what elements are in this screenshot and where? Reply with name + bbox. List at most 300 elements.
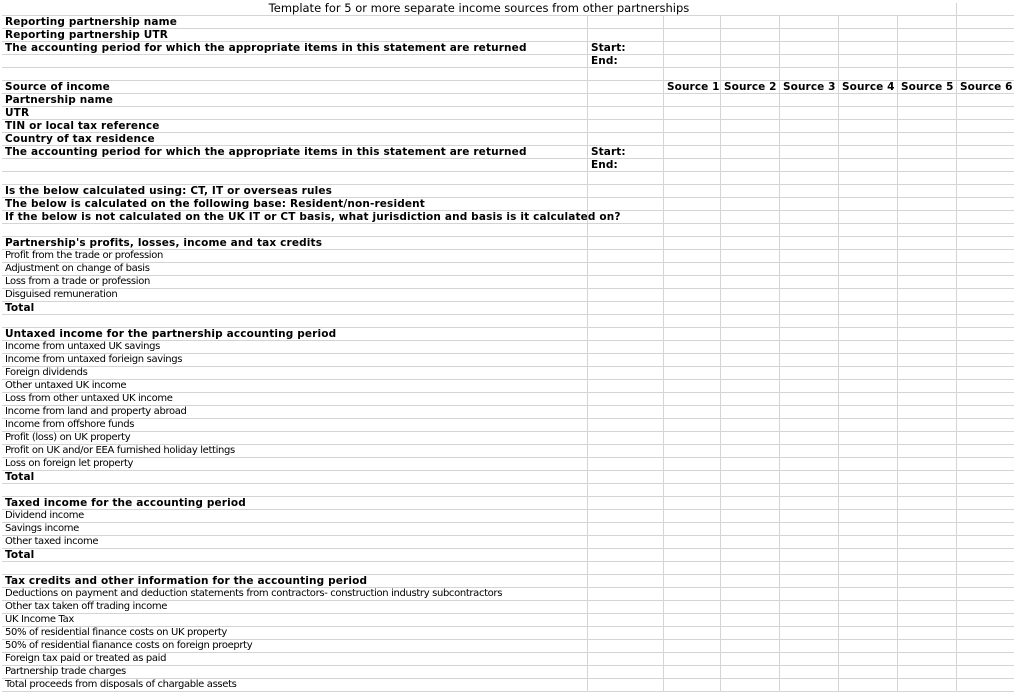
source-6-cell[interactable] — [956, 653, 1014, 665]
source-5-cell[interactable] — [897, 653, 956, 665]
source-1-cell[interactable] — [663, 107, 720, 119]
sheet-row[interactable] — [2, 211, 1014, 224]
source-1-cell[interactable] — [663, 393, 720, 405]
source-2-cell[interactable] — [720, 81, 779, 93]
source-5-cell[interactable] — [897, 445, 956, 457]
source-6-cell[interactable] — [956, 237, 1014, 249]
source-2-cell[interactable] — [720, 354, 779, 366]
source-3-cell[interactable] — [779, 432, 838, 444]
source-4-cell[interactable] — [838, 29, 897, 41]
sheet-row[interactable] — [2, 55, 1014, 68]
period-cell[interactable] — [587, 380, 663, 392]
period-cell[interactable] — [587, 16, 663, 28]
source-6-cell[interactable] — [956, 510, 1014, 522]
source-2-cell[interactable] — [720, 640, 779, 652]
source-3-cell[interactable] — [779, 679, 838, 691]
source-4-cell[interactable] — [838, 16, 897, 28]
source-4-cell[interactable] — [838, 81, 897, 93]
period-cell[interactable] — [587, 107, 663, 119]
source-6-cell[interactable] — [956, 81, 1014, 93]
source-6-cell[interactable] — [956, 94, 1014, 106]
source-1-cell[interactable] — [663, 679, 720, 691]
source-1-cell[interactable] — [663, 29, 720, 41]
source-6-cell[interactable] — [956, 484, 1014, 496]
sheet-row[interactable] — [2, 68, 1014, 81]
source-5-cell[interactable] — [897, 224, 956, 236]
sheet-row[interactable] — [2, 367, 1014, 380]
source-6-cell[interactable] — [956, 523, 1014, 535]
period-cell[interactable] — [587, 653, 663, 665]
source-1-cell[interactable] — [663, 471, 720, 483]
source-4-cell[interactable] — [838, 68, 897, 80]
source-1-cell[interactable] — [663, 614, 720, 626]
source-6-cell[interactable] — [956, 627, 1014, 639]
source-5-cell[interactable] — [897, 328, 956, 340]
source-2-cell[interactable] — [720, 341, 779, 353]
sheet-row[interactable] — [2, 601, 1014, 614]
source-5-cell[interactable] — [897, 107, 956, 119]
source-6-cell[interactable] — [956, 471, 1014, 483]
sheet-row[interactable] — [2, 588, 1014, 601]
source-1-cell[interactable] — [663, 601, 720, 613]
source-4-cell[interactable] — [838, 159, 897, 171]
period-cell[interactable] — [587, 94, 663, 106]
source-4-cell[interactable] — [838, 393, 897, 405]
source-5-cell[interactable] — [897, 185, 956, 197]
period-cell[interactable] — [587, 445, 663, 457]
source-4-cell[interactable] — [838, 172, 897, 184]
source-2-cell[interactable] — [720, 679, 779, 691]
source-6-cell[interactable] — [956, 419, 1014, 431]
source-3-cell[interactable] — [779, 55, 838, 67]
source-5-cell[interactable] — [897, 146, 956, 158]
period-cell[interactable] — [587, 640, 663, 652]
source-3-cell[interactable] — [779, 107, 838, 119]
source-6-cell[interactable] — [956, 393, 1014, 405]
period-cell[interactable] — [587, 159, 663, 171]
source-1-cell[interactable] — [663, 575, 720, 587]
source-3-cell[interactable] — [779, 133, 838, 145]
source-3-cell[interactable] — [779, 523, 838, 535]
source-1-cell[interactable] — [663, 55, 720, 67]
sheet-row[interactable] — [2, 575, 1014, 588]
source-2-cell[interactable] — [720, 172, 779, 184]
source-3-cell[interactable] — [779, 484, 838, 496]
source-5-cell[interactable] — [897, 29, 956, 41]
source-1-cell[interactable] — [663, 484, 720, 496]
source-6-cell[interactable] — [956, 640, 1014, 652]
sheet-row[interactable] — [2, 146, 1014, 159]
source-4-cell[interactable] — [838, 224, 897, 236]
source-5-cell[interactable] — [897, 627, 956, 639]
source-4-cell[interactable] — [838, 107, 897, 119]
period-cell[interactable] — [587, 549, 663, 561]
source-3-cell[interactable] — [779, 367, 838, 379]
source-5-cell[interactable] — [897, 133, 956, 145]
source-3-cell[interactable] — [779, 198, 838, 210]
source-2-cell[interactable] — [720, 484, 779, 496]
source-1-cell[interactable] — [663, 588, 720, 600]
source-5-cell[interactable] — [897, 575, 956, 587]
source-4-cell[interactable] — [838, 42, 897, 54]
source-1-cell[interactable] — [663, 640, 720, 652]
sheet-row[interactable] — [2, 263, 1014, 276]
source-5-cell[interactable] — [897, 42, 956, 54]
source-4-cell[interactable] — [838, 640, 897, 652]
sheet-row[interactable] — [2, 471, 1014, 484]
source-1-cell[interactable] — [663, 289, 720, 301]
sheet-row[interactable] — [2, 172, 1014, 185]
source-3-cell[interactable] — [779, 29, 838, 41]
sheet-row[interactable] — [2, 237, 1014, 250]
source-5-cell[interactable] — [897, 55, 956, 67]
source-2-cell[interactable] — [720, 237, 779, 249]
source-1-cell[interactable] — [663, 224, 720, 236]
source-4-cell[interactable] — [838, 510, 897, 522]
period-cell[interactable] — [587, 68, 663, 80]
source-1-cell[interactable] — [663, 16, 720, 28]
source-1-cell[interactable] — [663, 367, 720, 379]
source-2-cell[interactable] — [720, 250, 779, 262]
source-6-cell[interactable] — [956, 289, 1014, 301]
period-cell[interactable] — [587, 172, 663, 184]
source-4-cell[interactable] — [838, 406, 897, 418]
source-2-cell[interactable] — [720, 419, 779, 431]
source-2-cell[interactable] — [720, 367, 779, 379]
period-cell[interactable] — [587, 237, 663, 249]
period-cell[interactable] — [587, 393, 663, 405]
source-1-cell[interactable] — [663, 432, 720, 444]
source-3-cell[interactable] — [779, 575, 838, 587]
source-1-cell[interactable] — [663, 198, 720, 210]
source-4-cell[interactable] — [838, 627, 897, 639]
source-3-cell[interactable] — [779, 341, 838, 353]
period-cell[interactable] — [587, 536, 663, 548]
source-4-cell[interactable] — [838, 614, 897, 626]
source-3-cell[interactable] — [779, 211, 838, 223]
source-3-cell[interactable] — [779, 458, 838, 470]
source-5-cell[interactable] — [897, 640, 956, 652]
period-cell[interactable] — [587, 224, 663, 236]
source-6-cell[interactable] — [956, 159, 1014, 171]
source-2-cell[interactable] — [720, 458, 779, 470]
sheet-row[interactable] — [2, 614, 1014, 627]
source-5-cell[interactable] — [897, 523, 956, 535]
source-3-cell[interactable] — [779, 640, 838, 652]
source-6-cell[interactable] — [956, 328, 1014, 340]
source-5-cell[interactable] — [897, 68, 956, 80]
period-cell[interactable] — [587, 81, 663, 93]
source-4-cell[interactable] — [838, 523, 897, 535]
source-6-cell[interactable] — [956, 276, 1014, 288]
source-5-cell[interactable] — [897, 588, 956, 600]
source-4-cell[interactable] — [838, 445, 897, 457]
source-4-cell[interactable] — [838, 263, 897, 275]
source-2-cell[interactable] — [720, 94, 779, 106]
period-cell[interactable] — [587, 679, 663, 691]
source-2-cell[interactable] — [720, 224, 779, 236]
sheet-row[interactable] — [2, 289, 1014, 302]
source-5-cell[interactable] — [897, 367, 956, 379]
period-cell[interactable] — [587, 601, 663, 613]
source-4-cell[interactable] — [838, 250, 897, 262]
source-5-cell[interactable] — [897, 302, 956, 314]
source-6-cell[interactable] — [956, 679, 1014, 691]
period-cell[interactable] — [587, 588, 663, 600]
source-5-cell[interactable] — [897, 432, 956, 444]
source-2-cell[interactable] — [720, 68, 779, 80]
source-5-cell[interactable] — [897, 211, 956, 223]
period-cell[interactable] — [587, 484, 663, 496]
source-6-cell[interactable] — [956, 549, 1014, 561]
source-4-cell[interactable] — [838, 328, 897, 340]
source-2-cell[interactable] — [720, 406, 779, 418]
source-4-cell[interactable] — [838, 354, 897, 366]
source-5-cell[interactable] — [897, 679, 956, 691]
source-5-cell[interactable] — [897, 354, 956, 366]
source-4-cell[interactable] — [838, 315, 897, 327]
source-1-cell[interactable] — [663, 536, 720, 548]
source-3-cell[interactable] — [779, 263, 838, 275]
source-6-cell[interactable] — [956, 185, 1014, 197]
source-3-cell[interactable] — [779, 68, 838, 80]
sheet-row[interactable] — [2, 666, 1014, 679]
source-6-cell[interactable] — [956, 367, 1014, 379]
source-3-cell[interactable] — [779, 120, 838, 132]
source-3-cell[interactable] — [779, 328, 838, 340]
sheet-row[interactable] — [2, 432, 1014, 445]
source-4-cell[interactable] — [838, 198, 897, 210]
source-3-cell[interactable] — [779, 185, 838, 197]
source-3-cell[interactable] — [779, 406, 838, 418]
sheet-row[interactable] — [2, 29, 1014, 42]
source-3-cell[interactable] — [779, 237, 838, 249]
sheet-row[interactable] — [2, 419, 1014, 432]
sheet-row[interactable] — [2, 445, 1014, 458]
source-3-cell[interactable] — [779, 510, 838, 522]
source-2-cell[interactable] — [720, 42, 779, 54]
source-6-cell[interactable] — [956, 445, 1014, 457]
source-2-cell[interactable] — [720, 497, 779, 509]
source-2-cell[interactable] — [720, 432, 779, 444]
source-2-cell[interactable] — [720, 471, 779, 483]
source-3-cell[interactable] — [779, 276, 838, 288]
source-3-cell[interactable] — [779, 536, 838, 548]
sheet-row[interactable] — [2, 198, 1014, 211]
source-1-cell[interactable] — [663, 458, 720, 470]
source-5-cell[interactable] — [897, 94, 956, 106]
source-4-cell[interactable] — [838, 367, 897, 379]
sheet-row[interactable] — [2, 302, 1014, 315]
source-4-cell[interactable] — [838, 120, 897, 132]
source-6-cell[interactable] — [956, 562, 1014, 574]
source-3-cell[interactable] — [779, 16, 838, 28]
source-5-cell[interactable] — [897, 393, 956, 405]
period-cell[interactable] — [587, 211, 663, 223]
source-6-cell[interactable] — [956, 458, 1014, 470]
source-1-cell[interactable] — [663, 549, 720, 561]
sheet-row[interactable] — [2, 224, 1014, 237]
source-2-cell[interactable] — [720, 211, 779, 223]
source-5-cell[interactable] — [897, 341, 956, 353]
period-cell[interactable] — [587, 510, 663, 522]
period-cell[interactable] — [587, 263, 663, 275]
source-1-cell[interactable] — [663, 68, 720, 80]
source-5-cell[interactable] — [897, 289, 956, 301]
source-5-cell[interactable] — [897, 315, 956, 327]
sheet-row[interactable] — [2, 133, 1014, 146]
source-3-cell[interactable] — [779, 172, 838, 184]
source-5-cell[interactable] — [897, 380, 956, 392]
source-2-cell[interactable] — [720, 107, 779, 119]
sheet-row[interactable] — [2, 81, 1014, 94]
source-1-cell[interactable] — [663, 523, 720, 535]
source-6-cell[interactable] — [956, 497, 1014, 509]
source-5-cell[interactable] — [897, 276, 956, 288]
sheet-row[interactable] — [2, 497, 1014, 510]
source-5-cell[interactable] — [897, 562, 956, 574]
source-4-cell[interactable] — [838, 484, 897, 496]
source-1-cell[interactable] — [663, 237, 720, 249]
source-1-cell[interactable] — [663, 276, 720, 288]
source-6-cell[interactable] — [956, 354, 1014, 366]
source-3-cell[interactable] — [779, 393, 838, 405]
period-cell[interactable] — [587, 523, 663, 535]
source-3-cell[interactable] — [779, 562, 838, 574]
source-4-cell[interactable] — [838, 497, 897, 509]
source-5-cell[interactable] — [897, 16, 956, 28]
source-1-cell[interactable] — [663, 510, 720, 522]
source-2-cell[interactable] — [720, 133, 779, 145]
source-6-cell[interactable] — [956, 146, 1014, 158]
source-2-cell[interactable] — [720, 55, 779, 67]
source-4-cell[interactable] — [838, 666, 897, 678]
source-1-cell[interactable] — [663, 263, 720, 275]
period-cell[interactable] — [587, 55, 663, 67]
source-4-cell[interactable] — [838, 341, 897, 353]
source-3-cell[interactable] — [779, 588, 838, 600]
sheet-row[interactable] — [2, 354, 1014, 367]
source-1-cell[interactable] — [663, 302, 720, 314]
period-cell[interactable] — [587, 354, 663, 366]
source-4-cell[interactable] — [838, 55, 897, 67]
sheet-row[interactable] — [2, 406, 1014, 419]
source-1-cell[interactable] — [663, 406, 720, 418]
source-3-cell[interactable] — [779, 224, 838, 236]
source-5-cell[interactable] — [897, 120, 956, 132]
source-4-cell[interactable] — [838, 601, 897, 613]
source-1-cell[interactable] — [663, 146, 720, 158]
sheet-row[interactable] — [2, 42, 1014, 55]
source-1-cell[interactable] — [663, 211, 720, 223]
source-1-cell[interactable] — [663, 380, 720, 392]
source-4-cell[interactable] — [838, 211, 897, 223]
source-5-cell[interactable] — [897, 172, 956, 184]
source-3-cell[interactable] — [779, 627, 838, 639]
source-4-cell[interactable] — [838, 276, 897, 288]
source-3-cell[interactable] — [779, 81, 838, 93]
period-cell[interactable] — [587, 185, 663, 197]
source-6-cell[interactable] — [956, 250, 1014, 262]
sheet-row[interactable] — [2, 458, 1014, 471]
source-5-cell[interactable] — [897, 458, 956, 470]
source-1-cell[interactable] — [663, 250, 720, 262]
source-1-cell[interactable] — [663, 419, 720, 431]
source-6-cell[interactable] — [956, 536, 1014, 548]
source-6-cell[interactable] — [956, 120, 1014, 132]
source-6-cell[interactable] — [956, 16, 1014, 28]
source-3-cell[interactable] — [779, 614, 838, 626]
sheet-row[interactable] — [2, 549, 1014, 562]
source-5-cell[interactable] — [897, 471, 956, 483]
source-1-cell[interactable] — [663, 562, 720, 574]
source-6-cell[interactable] — [956, 432, 1014, 444]
source-3-cell[interactable] — [779, 653, 838, 665]
source-6-cell[interactable] — [956, 341, 1014, 353]
period-cell[interactable] — [587, 614, 663, 626]
source-6-cell[interactable] — [956, 380, 1014, 392]
source-2-cell[interactable] — [720, 445, 779, 457]
source-1-cell[interactable] — [663, 653, 720, 665]
source-2-cell[interactable] — [720, 159, 779, 171]
source-5-cell[interactable] — [897, 237, 956, 249]
period-cell[interactable] — [587, 575, 663, 587]
sheet-row[interactable] — [2, 679, 1014, 692]
sheet-row[interactable] — [2, 159, 1014, 172]
source-2-cell[interactable] — [720, 16, 779, 28]
sheet-row[interactable] — [2, 328, 1014, 341]
source-4-cell[interactable] — [838, 549, 897, 561]
source-4-cell[interactable] — [838, 289, 897, 301]
period-cell[interactable] — [587, 471, 663, 483]
period-cell[interactable] — [587, 627, 663, 639]
source-4-cell[interactable] — [838, 237, 897, 249]
source-4-cell[interactable] — [838, 536, 897, 548]
source-3-cell[interactable] — [779, 354, 838, 366]
source-4-cell[interactable] — [838, 380, 897, 392]
source-1-cell[interactable] — [663, 666, 720, 678]
source-2-cell[interactable] — [720, 588, 779, 600]
source-6-cell[interactable] — [956, 107, 1014, 119]
sheet-row[interactable] — [2, 120, 1014, 133]
source-2-cell[interactable] — [720, 328, 779, 340]
sheet-row[interactable] — [2, 107, 1014, 120]
source-4-cell[interactable] — [838, 458, 897, 470]
source-6-cell[interactable] — [956, 263, 1014, 275]
source-6-cell[interactable] — [956, 68, 1014, 80]
source-5-cell[interactable] — [897, 198, 956, 210]
source-5-cell[interactable] — [897, 419, 956, 431]
period-cell[interactable] — [587, 341, 663, 353]
source-6-cell[interactable] — [956, 601, 1014, 613]
sheet-row[interactable] — [2, 523, 1014, 536]
source-2-cell[interactable] — [720, 549, 779, 561]
source-5-cell[interactable] — [897, 406, 956, 418]
period-cell[interactable] — [587, 198, 663, 210]
source-6-cell[interactable] — [956, 666, 1014, 678]
source-3-cell[interactable] — [779, 42, 838, 54]
source-2-cell[interactable] — [720, 523, 779, 535]
source-4-cell[interactable] — [838, 419, 897, 431]
source-2-cell[interactable] — [720, 289, 779, 301]
source-2-cell[interactable] — [720, 601, 779, 613]
period-cell[interactable] — [587, 328, 663, 340]
source-2-cell[interactable] — [720, 536, 779, 548]
source-4-cell[interactable] — [838, 302, 897, 314]
source-5-cell[interactable] — [897, 549, 956, 561]
source-5-cell[interactable] — [897, 510, 956, 522]
sheet-row[interactable] — [2, 653, 1014, 666]
